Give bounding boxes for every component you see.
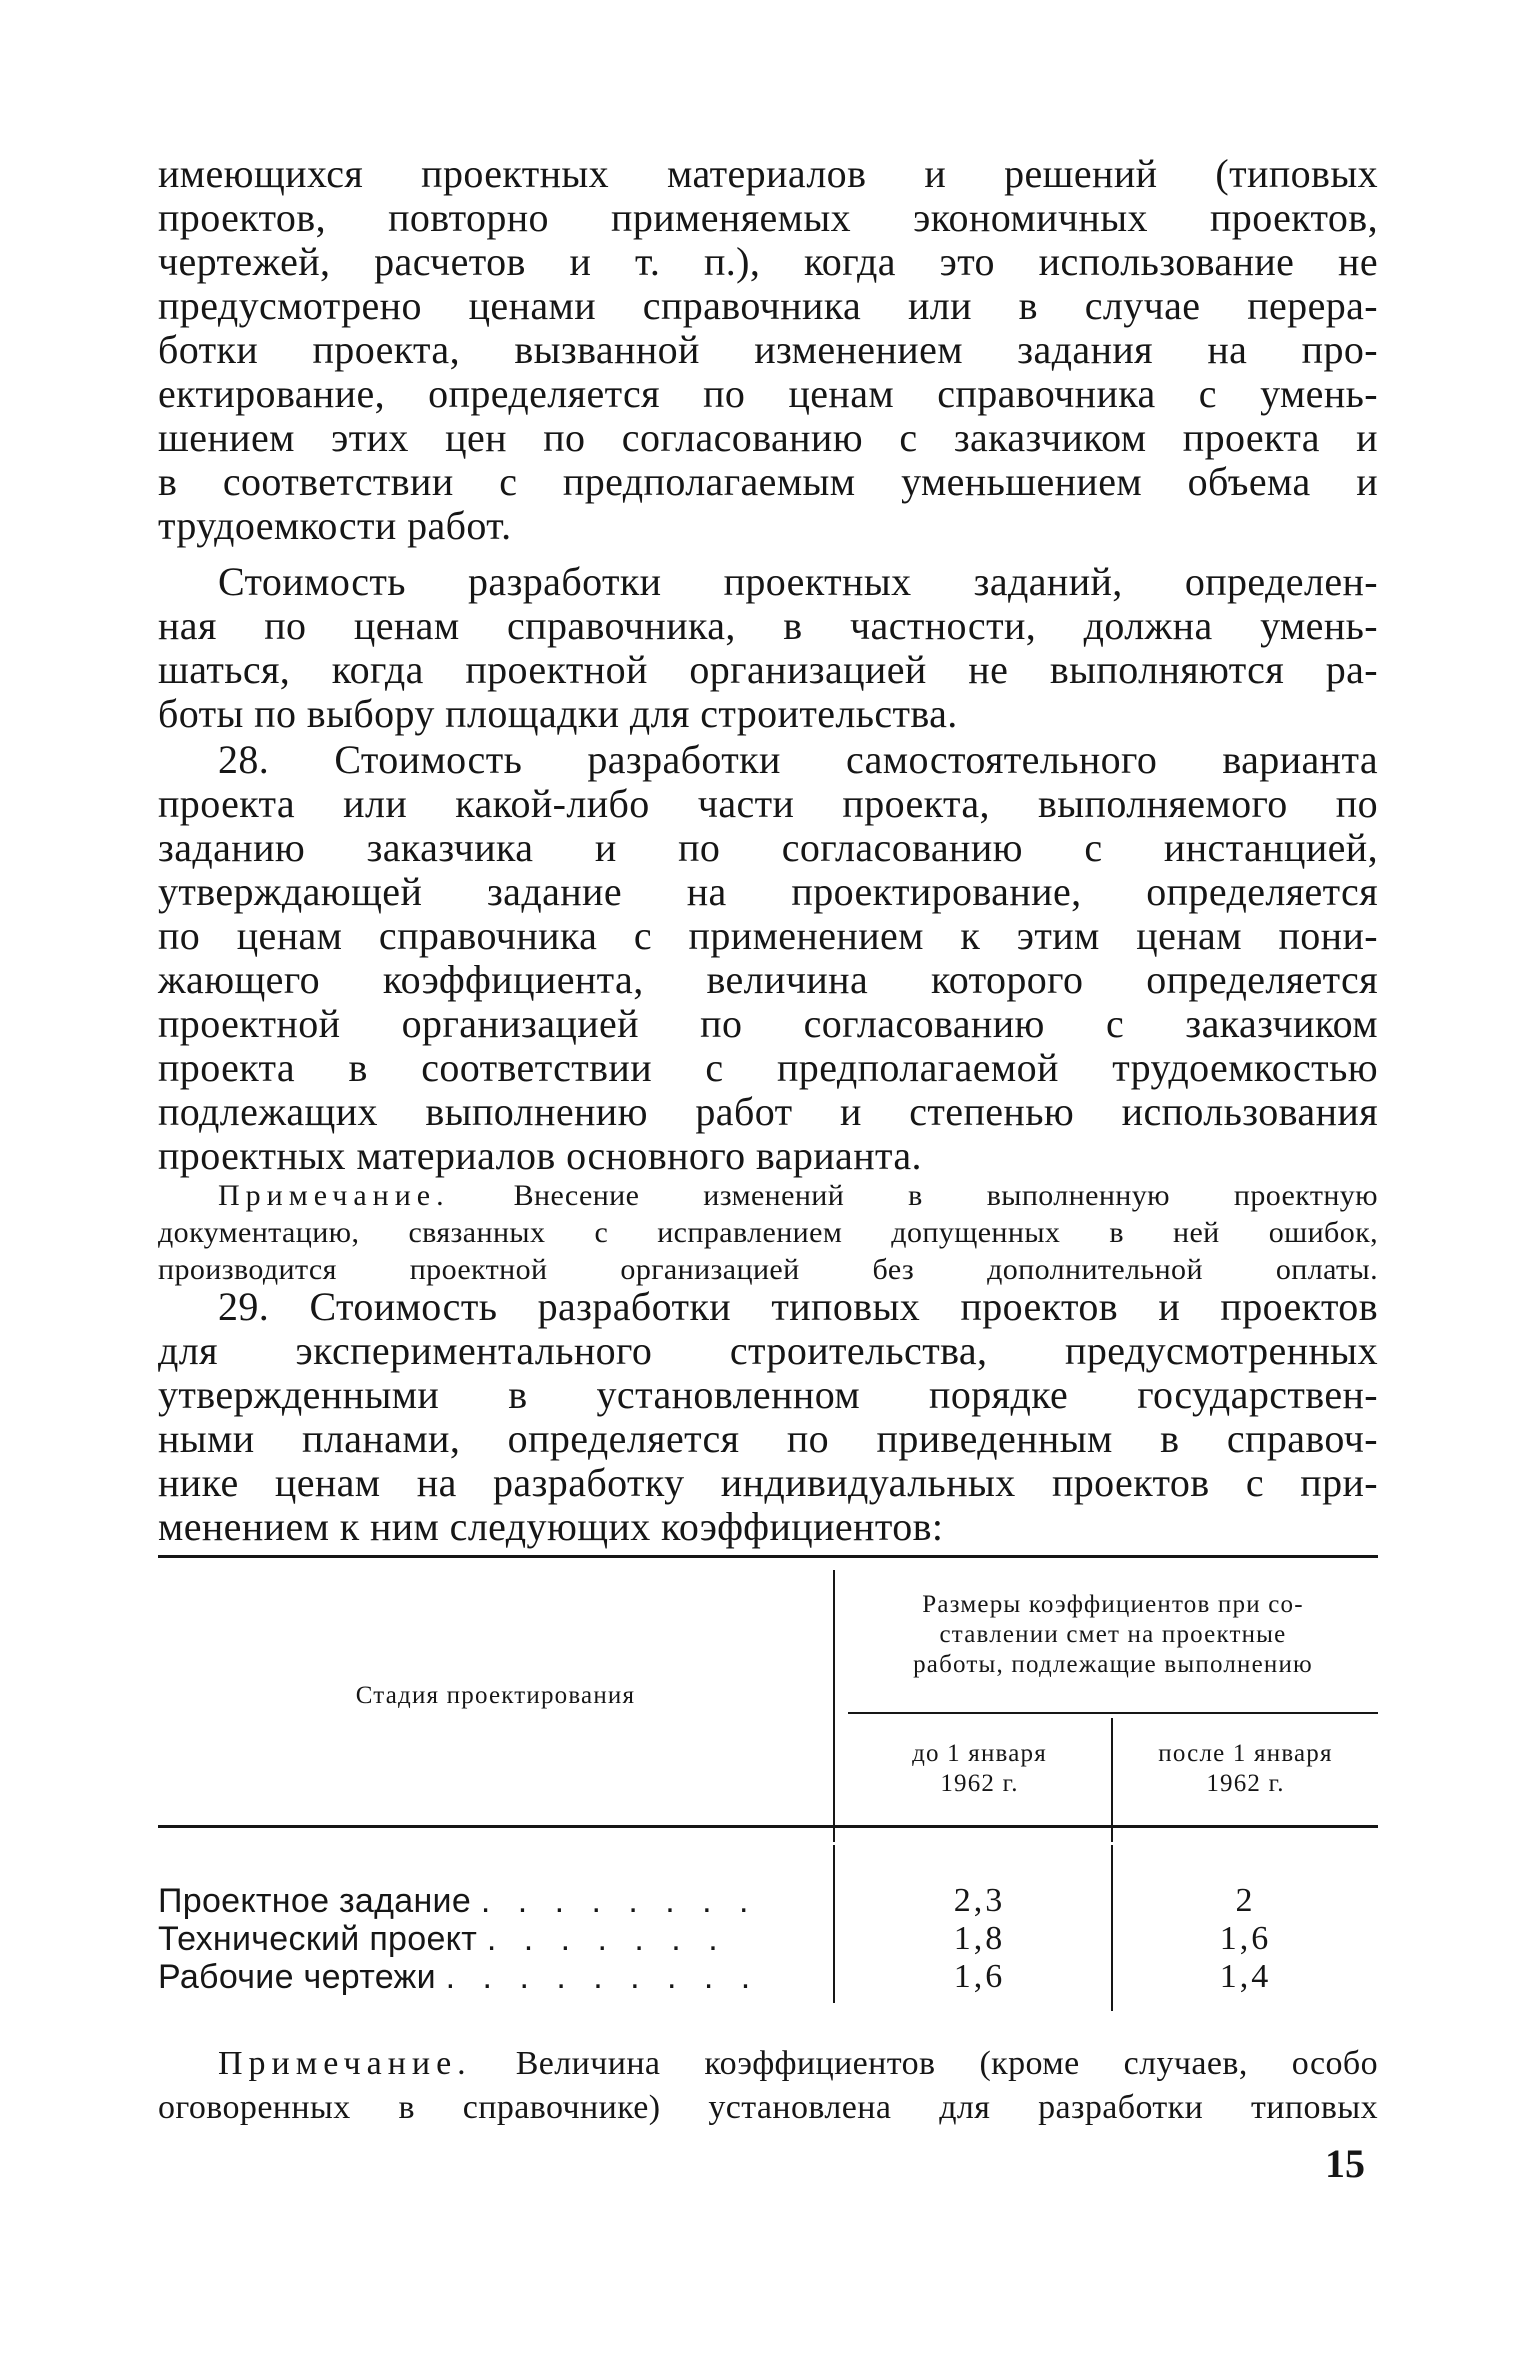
column-header-after-1962 bbox=[1113, 1739, 1378, 1799]
leader-dots: . . . . . . . bbox=[486, 1920, 727, 1958]
text-line: 29. Стоимость разработки типовых проектов и проектов bbox=[218, 1284, 1378, 1329]
text-line: менением к ним следующих коэффициентов: bbox=[158, 1504, 944, 1549]
text-line: подлежащих выполнению работ и степенью использования bbox=[158, 1089, 1378, 1134]
text-line: производится проектной организацией без дополнительной оплаты. bbox=[158, 1253, 1378, 1286]
text-line: утверждающей задание на проектирование, определяется bbox=[158, 869, 1378, 914]
table-group-underline bbox=[848, 1712, 1378, 1714]
leader-dots: . . . . . . . . bbox=[480, 1882, 758, 1920]
table-cell-before: 1,6 bbox=[953, 1958, 1006, 1995]
table-header-bottom-rule bbox=[158, 1825, 1378, 1828]
text-line: предусмотрено ценами справочника или в случае перера- bbox=[158, 283, 1378, 328]
table-row-stage bbox=[158, 1957, 759, 1997]
header-line: работы, подлежащие выполнению bbox=[913, 1651, 1313, 1678]
text-line: проектов, повторно применяемых экономичных проектов, bbox=[158, 195, 1378, 240]
table-cell-after: 2 bbox=[1235, 1882, 1256, 1919]
text-line: для экспериментального строительства, предусмотренных bbox=[158, 1328, 1378, 1373]
text-line: чертежей, расчетов и т. п.), когда это использование не bbox=[158, 239, 1378, 284]
table-row-stage bbox=[158, 1881, 758, 1921]
text-line: нике ценам на разработку индивидуальных проектов с при- bbox=[158, 1460, 1378, 1505]
text-line: утвержденными в установленном порядке государствен- bbox=[158, 1372, 1378, 1417]
text-line: боты по выбору площадки для строительства. bbox=[158, 691, 958, 736]
text-line: заданию заказчика и по согласованию с инстанцией, bbox=[158, 825, 1378, 870]
text-line: проекта или какой-либо части проекта, выполняемого по bbox=[158, 781, 1378, 826]
text-line: имеющихся проектных материалов и решений (типовых bbox=[158, 151, 1378, 196]
text-line: проекта в соответствии с предполагаемой трудоемкостью bbox=[158, 1045, 1378, 1090]
table-cell-before: 1,8 bbox=[953, 1920, 1006, 1957]
text-line: по ценам справочника с применением к этим ценам пони- bbox=[158, 913, 1378, 958]
note-block bbox=[158, 1177, 1378, 1288]
note-block-2 bbox=[158, 2042, 1378, 2130]
text-line: ектирование, определяется по ценам справочника с умень- bbox=[158, 371, 1378, 416]
table-body-vertical-rule-1 bbox=[833, 1845, 835, 2003]
header-line: до 1 января bbox=[912, 1740, 1047, 1767]
text-line: проектных материалов основного варианта. bbox=[158, 1133, 922, 1178]
text-line: шаться, когда проектной организацией не выполняются ра- bbox=[158, 647, 1378, 692]
text-line: проектной организацией по согласованию с заказчиком bbox=[158, 1001, 1378, 1046]
header-line: 1962 г. bbox=[940, 1770, 1019, 1797]
text-line: ная по ценам справочника, в частности, должна умень- bbox=[158, 603, 1378, 648]
note-text: Внесение изменений в выполненную проектную bbox=[513, 1179, 1378, 1212]
stage-label: Проектное задание bbox=[158, 1882, 472, 1920]
text-line: 28. Стоимость разработки самостоятельного варианта bbox=[218, 737, 1378, 782]
header-line: 1962 г. bbox=[1206, 1770, 1285, 1797]
column-group-header bbox=[848, 1590, 1378, 1680]
text-line: документацию, связанных с исправлением допущенных в ней ошибок, bbox=[158, 1216, 1378, 1249]
paragraph-item-28 bbox=[158, 738, 1378, 1178]
note-text: Величина коэффициентов (кроме случаев, особо bbox=[515, 2045, 1378, 2082]
page-number: 15 bbox=[1325, 2141, 1365, 2186]
coefficient-table bbox=[158, 1555, 1378, 2011]
column-header-stage: Стадия проектирования bbox=[355, 1682, 636, 1709]
text-line: в соответствии с предполагаемым уменьшением объема и bbox=[158, 459, 1378, 504]
note-label: Примечание. bbox=[218, 1179, 450, 1212]
text-line: шением этих цен по согласованию с заказчиком проекта и bbox=[158, 415, 1378, 460]
text-line: жающего коэффициента, величина которого определяется bbox=[158, 957, 1378, 1002]
leader-dots: . . . . . . . . . bbox=[445, 1958, 760, 1996]
text-line: трудоемкости работ. bbox=[158, 503, 512, 548]
stage-label: Рабочие чертежи bbox=[158, 1958, 436, 1996]
text-line bbox=[158, 1177, 1378, 1214]
table-row-stage bbox=[158, 1919, 727, 1959]
table-cell-before: 2,3 bbox=[953, 1882, 1006, 1919]
note-label: Примечание. bbox=[218, 2045, 472, 2082]
paragraph-project-tasks-cost bbox=[158, 560, 1378, 736]
table-vertical-rule-1 bbox=[833, 1570, 835, 1842]
table-top-rule bbox=[158, 1555, 1378, 1558]
text-line bbox=[158, 2042, 1378, 2086]
header-line: ставлении смет на проектные bbox=[939, 1621, 1287, 1648]
stage-label: Технический проект bbox=[158, 1920, 478, 1958]
header-line: после 1 января bbox=[1158, 1740, 1333, 1767]
table-cell-after: 1,4 bbox=[1219, 1958, 1272, 1995]
column-header-before-1962 bbox=[848, 1739, 1111, 1799]
text-line: ными планами, определяется по приведенным в справоч- bbox=[158, 1416, 1378, 1461]
text-line: оговоренных в справочнике) установлена для разработки типовых bbox=[158, 2089, 1378, 2126]
paragraph-continuation bbox=[158, 152, 1378, 548]
table-cell-after: 1,6 bbox=[1219, 1920, 1272, 1957]
text-line: Стоимость разработки проектных заданий, определен- bbox=[218, 559, 1378, 604]
text-line: ботки проекта, вызванной изменением задания на про- bbox=[158, 327, 1378, 372]
header-line: Размеры коэффициентов при со- bbox=[922, 1591, 1304, 1618]
paragraph-item-29 bbox=[158, 1285, 1378, 1549]
